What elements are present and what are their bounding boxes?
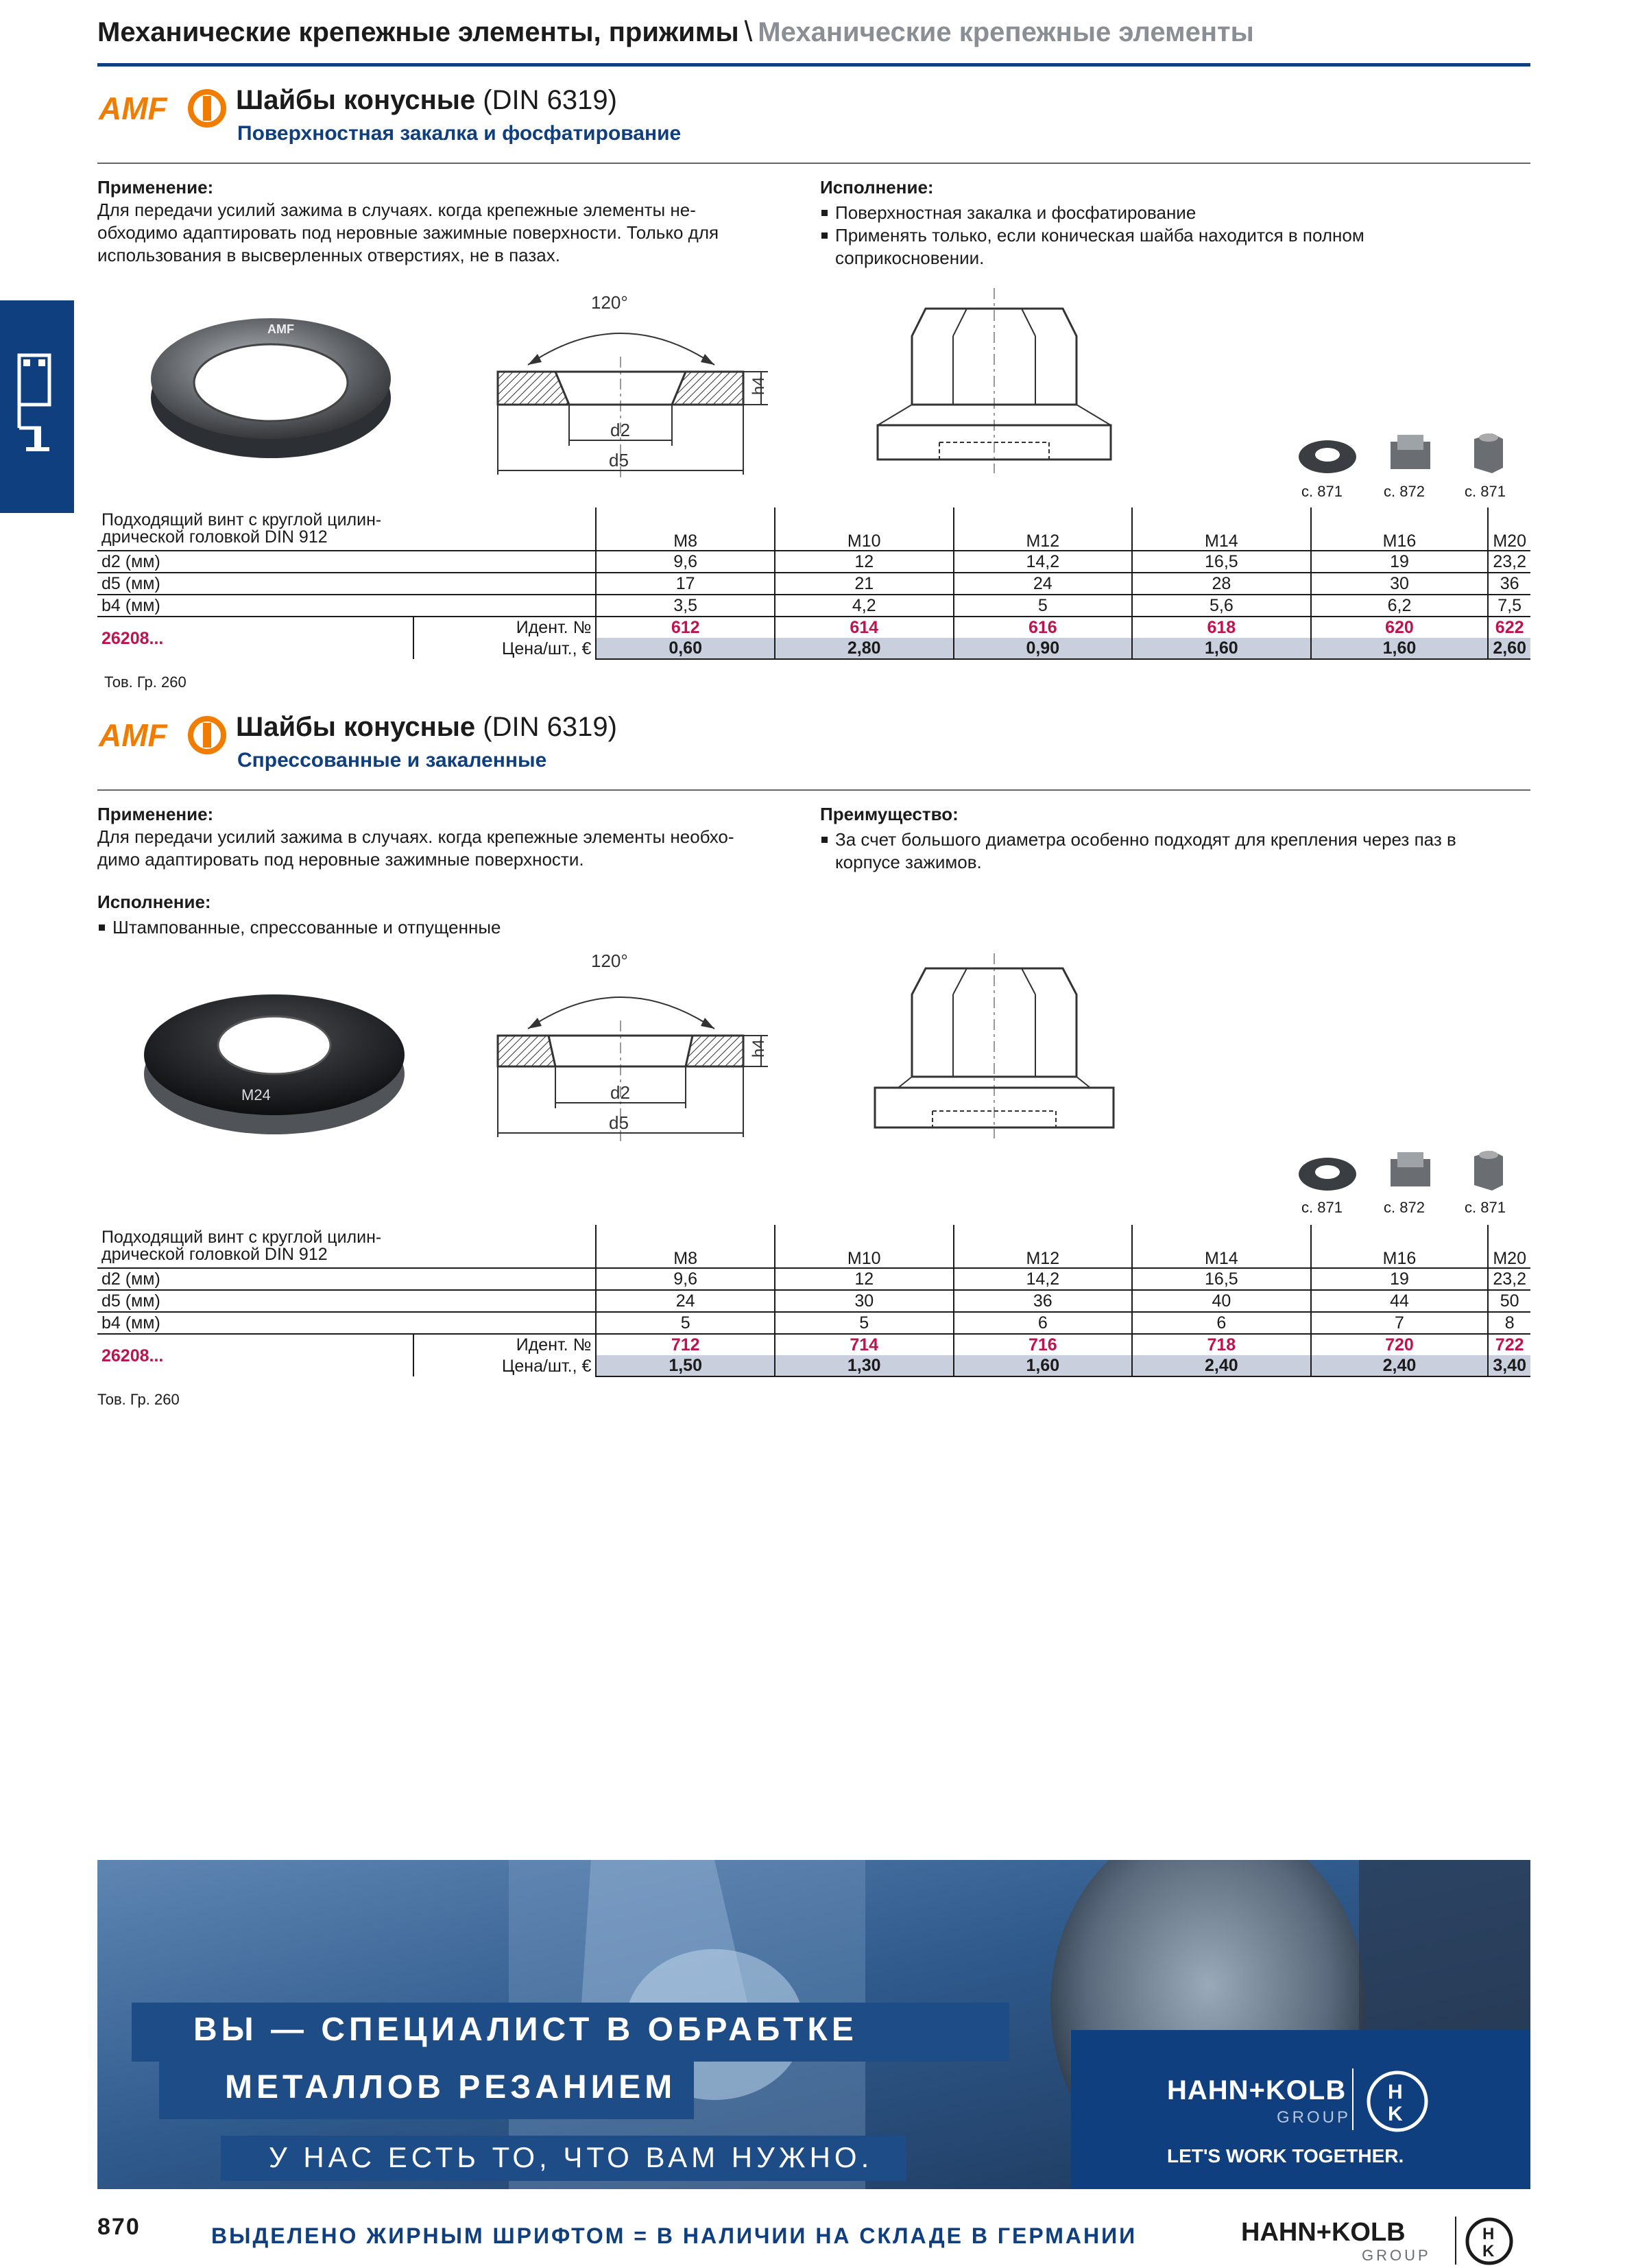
svg-text:d2: d2 bbox=[610, 420, 630, 440]
amf-logo-icon bbox=[97, 713, 228, 757]
clamp-icon bbox=[0, 300, 74, 513]
washer-drawing-1 bbox=[480, 288, 775, 487]
section-1-execution-label: Исполнение: bbox=[820, 177, 934, 198]
svg-text:AMF: AMF bbox=[267, 322, 294, 336]
promo-banner[interactable] bbox=[97, 1860, 1530, 2189]
table-row: Цена/шт., € 0,60 2,80 0,90 1,60 1,60 2,60 bbox=[97, 638, 1530, 659]
article-prefix: 26208... bbox=[101, 1346, 164, 1365]
header-separator: \ bbox=[744, 15, 753, 47]
product-group-1: Тов. Гр. 260 bbox=[104, 673, 187, 691]
ref-2-1[interactable]: с. 871 bbox=[1301, 1199, 1343, 1216]
table-row: d5 (мм) 17 21 24 28 30 36 bbox=[97, 573, 1530, 595]
ref-2-3[interactable]: с. 871 bbox=[1465, 1199, 1506, 1216]
footer-brand-group: GROUP bbox=[1362, 2247, 1431, 2264]
hahn-kolb-emblem-icon bbox=[1364, 2068, 1430, 2134]
section-2-execution-label: Исполнение: bbox=[97, 892, 211, 912]
side-category-tab[interactable] bbox=[0, 300, 74, 513]
banner-headline-1: ВЫ — СПЕЦИАЛИСТ В ОБРАБТКЕ bbox=[193, 2012, 858, 2048]
related-thumbnails bbox=[1289, 429, 1530, 477]
table-row: b4 (мм) 5 5 6 6 7 8 bbox=[97, 1312, 1530, 1334]
product-group-2: Тов. Гр. 260 bbox=[97, 1391, 180, 1408]
svg-text:K: K bbox=[1388, 2103, 1403, 2125]
related-thumbnails bbox=[1289, 1147, 1530, 1195]
ref-2-2[interactable]: с. 872 bbox=[1384, 1199, 1425, 1216]
banner-brand: HAHN+KOLB bbox=[1167, 2075, 1347, 2105]
table-row: d2 (мм) 9,6 12 14,2 16,5 19 23,2 bbox=[97, 1268, 1530, 1290]
header-category: Механические крепежные элементы, прижимы bbox=[97, 17, 739, 47]
svg-text:h4: h4 bbox=[749, 1039, 768, 1058]
svg-text:h4: h4 bbox=[749, 377, 768, 395]
table-row: 26208... Идент. № 712 714 716 718 720 722 bbox=[97, 1334, 1530, 1355]
ref-1-2[interactable]: с. 872 bbox=[1384, 483, 1425, 500]
banner-headline-2: МЕТАЛЛОВ РЕЗАНИЕМ bbox=[225, 2069, 677, 2105]
bolt-drawing-2 bbox=[871, 953, 1118, 1138]
spec-table-1 bbox=[97, 508, 1530, 660]
svg-text:H: H bbox=[1388, 2081, 1403, 2103]
table-row: Подходящий винт с круглой цилин- дрической головкой DIN 912 M8 M10 M12 M14 M16 M20 bbox=[97, 508, 1530, 551]
list-item: За счет большого диаметра особенно подходят для крепления через паз в корпусе зажимов. bbox=[820, 828, 1530, 874]
svg-text:d2: d2 bbox=[610, 1082, 630, 1103]
section-2-execution-list bbox=[97, 916, 810, 939]
amf-logo bbox=[97, 86, 228, 134]
amf-logo-icon bbox=[97, 86, 228, 130]
washer-photo-1 bbox=[144, 302, 398, 459]
hahn-kolb-emblem-icon bbox=[1465, 2217, 1514, 2266]
list-item: Штампованные, спрессованные и отпущенные bbox=[97, 916, 810, 939]
section-1-application-text: Для передачи усилий зажима в случаях. когда крепежные элементы не- обходимо адаптировать под неровные зажимные поверхности. Только для использования в высверленных отверстиях, не в пазах. bbox=[97, 200, 719, 265]
ref-1-3[interactable]: с. 871 bbox=[1465, 483, 1506, 500]
amf-logo bbox=[97, 713, 228, 761]
page-header bbox=[97, 15, 1530, 67]
list-item: Применять только, если коническая шайба находится в полном соприкосновении. bbox=[820, 224, 1530, 270]
section-2-application-text: Для передачи усилий зажима в случаях. когда крепежные элементы необхо- димо адаптировать под неровные зажимные поверхности. bbox=[97, 826, 734, 870]
section-2-rule bbox=[97, 789, 1530, 791]
washer-drawing-2 bbox=[480, 946, 775, 1145]
section-2-advantage-label: Преимущество: bbox=[820, 804, 959, 824]
svg-text:K: K bbox=[1482, 2242, 1495, 2260]
header-subcategory: Механические крепежные элементы bbox=[758, 17, 1254, 47]
section-1-execution-list bbox=[820, 202, 1530, 270]
section-2-title: Шайбы конусные (DIN 6319) bbox=[236, 712, 617, 742]
svg-text:AMF: AMF bbox=[99, 91, 167, 126]
stock-note: ВЫДЕЛЕНО ЖИРНЫМ ШРИФТОМ = В НАЛИЧИИ НА СКЛАДЕ В ГЕРМАНИИ bbox=[211, 2223, 1138, 2248]
svg-text:H: H bbox=[1482, 2225, 1495, 2243]
svg-text:d5: d5 bbox=[609, 450, 629, 470]
svg-text:d5: d5 bbox=[609, 1112, 629, 1133]
svg-text:M24: M24 bbox=[241, 1086, 271, 1103]
table-row: d2 (мм) 9,6 12 14,2 16,5 19 23,2 bbox=[97, 551, 1530, 573]
related-products-2 bbox=[1289, 1147, 1530, 1198]
table-row: b4 (мм) 3,5 4,2 5 5,6 6,2 7,5 bbox=[97, 595, 1530, 617]
banner-brand-group: GROUP bbox=[1277, 2108, 1351, 2127]
related-products-1 bbox=[1289, 429, 1530, 481]
section-1-application-label: Применение: bbox=[97, 177, 214, 198]
spec-table-2 bbox=[97, 1225, 1530, 1377]
banner-slogan: LET'S WORK TOGETHER. bbox=[1167, 2145, 1404, 2166]
table-row: Цена/шт., € 1,50 1,30 1,60 2,40 2,40 3,40 bbox=[97, 1355, 1530, 1376]
section-2-subtitle: Спрессованные и закаленные bbox=[237, 749, 547, 772]
page-number: 870 bbox=[97, 2214, 141, 2240]
article-prefix: 26208... bbox=[101, 628, 164, 648]
table-row: d5 (мм) 24 30 36 40 44 50 bbox=[97, 1290, 1530, 1312]
table-row: 26208... Идент. № 612 614 616 618 620 622 bbox=[97, 617, 1530, 638]
ref-1-1[interactable]: с. 871 bbox=[1301, 483, 1343, 500]
section-2-application-label: Применение: bbox=[97, 804, 214, 824]
section-1-subtitle: Поверхностная закалка и фосфатирование bbox=[237, 122, 682, 145]
svg-text:AMF: AMF bbox=[99, 717, 167, 753]
banner-brand-box bbox=[1071, 2030, 1530, 2189]
list-item: Поверхностная закалка и фосфатирование bbox=[820, 202, 1530, 224]
footer-brand: HAHN+KOLB bbox=[1241, 2218, 1406, 2247]
washer-photo-2 bbox=[137, 974, 411, 1138]
footer-brand-logo bbox=[1234, 2217, 1530, 2265]
svg-text:120°: 120° bbox=[591, 951, 628, 971]
table-row: Подходящий винт с круглой цилин- дрической головкой DIN 912 M8 M10 M12 M14 M16 M20 bbox=[97, 1225, 1530, 1268]
section-1-title: Шайбы конусные (DIN 6319) bbox=[236, 85, 617, 115]
svg-text:120°: 120° bbox=[591, 292, 628, 313]
section-1-rule bbox=[97, 163, 1530, 164]
banner-tagline: У НАС ЕСТЬ ТО, ЧТО ВАМ НУЖНО. bbox=[269, 2141, 874, 2173]
bolt-drawing-1 bbox=[871, 288, 1118, 473]
section-2-advantage-list bbox=[820, 828, 1530, 874]
